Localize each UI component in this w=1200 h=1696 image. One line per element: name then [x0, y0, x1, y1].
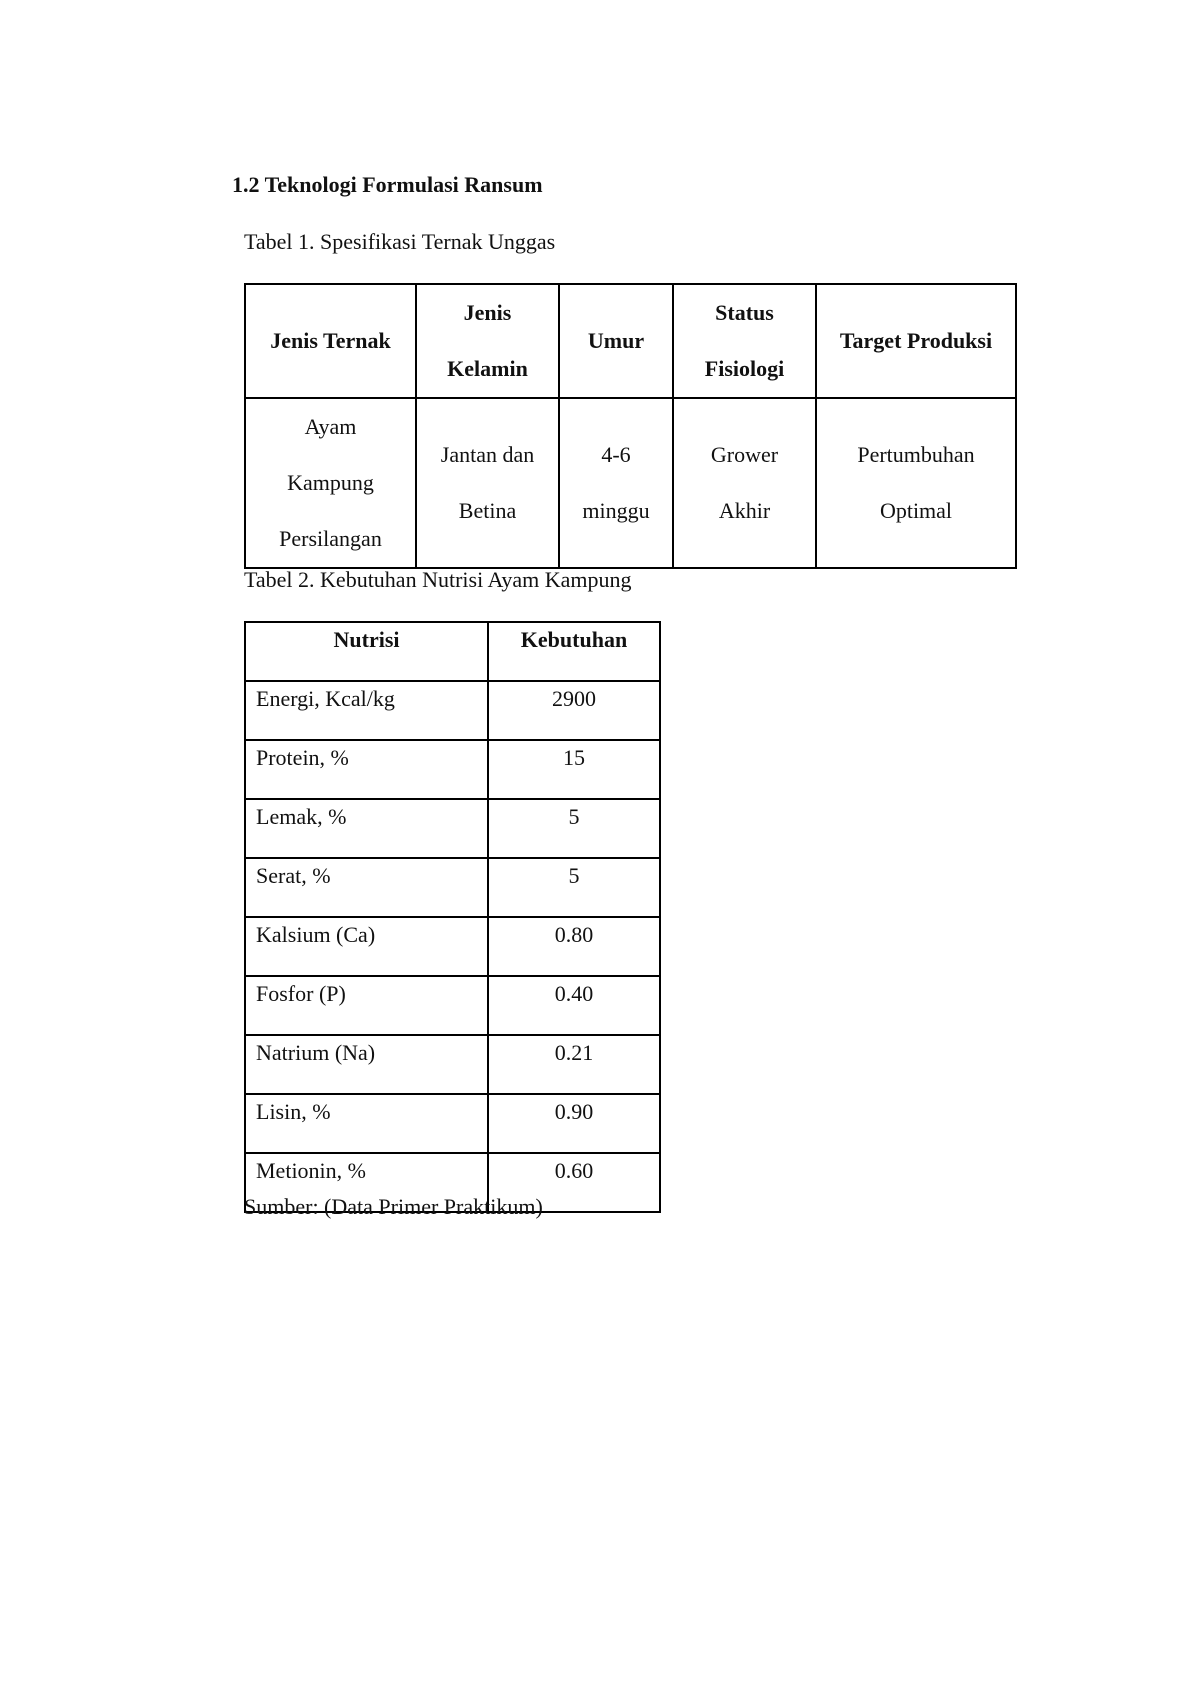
cell-line: Jantan dan: [440, 442, 535, 467]
table1-caption: Tabel 1. Spesifikasi Ternak Unggas: [244, 229, 556, 254]
header-line: Status: [715, 300, 774, 325]
nutrient-value: 0.21: [488, 1035, 660, 1094]
table-row: [245, 917, 660, 976]
nutrient-value: 0.90: [488, 1094, 660, 1153]
cell-line: Ayam: [304, 414, 357, 439]
table2-header-row: [245, 622, 660, 681]
table-row: [245, 799, 660, 858]
header-jenis-ternak: [245, 284, 416, 398]
nutrient-name: Lisin, %: [245, 1094, 488, 1153]
section-title: 1.2 Teknologi Formulasi Ransum: [232, 172, 543, 197]
nutrient-value: 0.80: [488, 917, 660, 976]
nutrition-requirement-table: [244, 621, 661, 1213]
header-jenis-kelamin: [416, 284, 559, 398]
nutrient-name: Lemak, %: [245, 799, 488, 858]
header-umur: [559, 284, 673, 398]
source-note: Sumber: (Data Primer Praktikum): [244, 1194, 543, 1219]
cell-line: Persilangan: [279, 526, 382, 551]
table-row: [245, 976, 660, 1035]
nutrient-name: Natrium (Na): [245, 1035, 488, 1094]
cell-status-fisiologi: [673, 398, 816, 568]
cell-line: Optimal: [879, 498, 953, 523]
nutrient-name: Kalsium (Ca): [245, 917, 488, 976]
table-row: [245, 398, 1016, 568]
cell-line: Grower: [710, 442, 779, 467]
cell-umur: [559, 398, 673, 568]
cell-jenis-kelamin: [416, 398, 559, 568]
cell-jenis-ternak: [245, 398, 416, 568]
nutrient-name: Serat, %: [245, 858, 488, 917]
nutrient-value: 0.40: [488, 976, 660, 1035]
table-row: [245, 681, 660, 740]
header-line: Jenis: [463, 300, 512, 325]
cell-line: Betina: [458, 498, 517, 523]
cell-line: 4-6: [601, 442, 631, 467]
header-nutrisi: Nutrisi: [245, 622, 488, 681]
nutrient-value: 0.60: [488, 1153, 660, 1212]
nutrient-value: 5: [488, 858, 660, 917]
cell-line: Akhir: [718, 498, 771, 523]
table1-header-row: [245, 284, 1016, 398]
nutrient-name: Fosfor (P): [245, 976, 488, 1035]
header-line: Jenis Ternak: [270, 328, 391, 353]
nutrient-value: 15: [488, 740, 660, 799]
table-row: [245, 858, 660, 917]
nutrient-name: Metionin, %: [245, 1153, 488, 1212]
table-row: [245, 1094, 660, 1153]
nutrient-name: Protein, %: [245, 740, 488, 799]
cell-line: Kampung: [287, 470, 374, 495]
cell-line: minggu: [582, 498, 650, 523]
nutrient-value: 2900: [488, 681, 660, 740]
cell-target-produksi: [816, 398, 1016, 568]
header-target-produksi: [816, 284, 1016, 398]
header-line: Target Produksi: [839, 328, 993, 353]
header-line: Kelamin: [447, 356, 528, 381]
table-row: [245, 1035, 660, 1094]
nutrient-value: 5: [488, 799, 660, 858]
cell-line: Pertumbuhan: [857, 442, 975, 467]
header-kebutuhan: Kebutuhan: [488, 622, 660, 681]
table2-caption: Tabel 2. Kebutuhan Nutrisi Ayam Kampung: [244, 567, 632, 592]
nutrient-name: Energi, Kcal/kg: [245, 681, 488, 740]
table-row: [245, 740, 660, 799]
header-line: Fisiologi: [704, 356, 785, 381]
livestock-spec-table: [244, 283, 1017, 569]
header-status-fisiologi: [673, 284, 816, 398]
header-line: Umur: [587, 328, 645, 353]
